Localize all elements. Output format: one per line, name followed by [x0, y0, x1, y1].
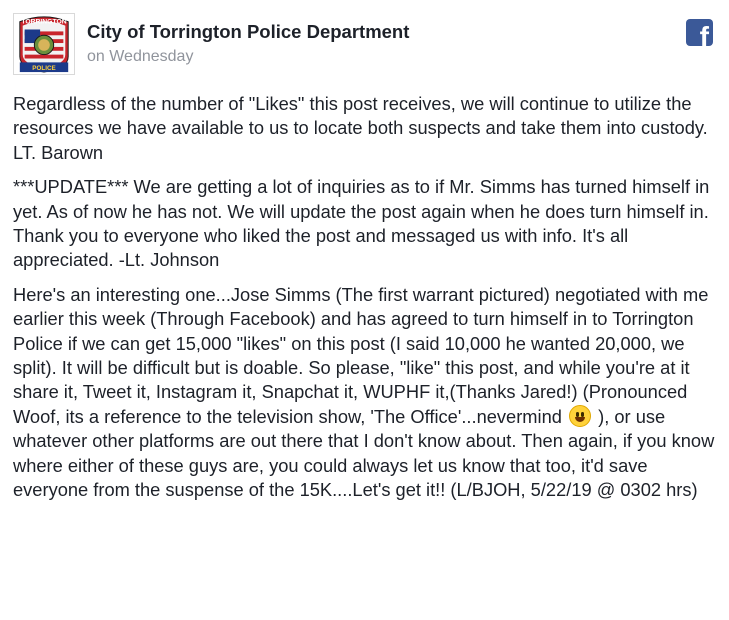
post-header [13, 13, 713, 75]
post-paragraph: ***UPDATE*** We are getting a lot of inquiries as to if Mr. Simms has turned himself in yet. As of now he has not. We will update the post again when he does turn himself in. Thank you to everyone who liked the post and messaged us with info. It's all appreciated. -Lt. Johnson [13, 176, 710, 271]
torrington-police-badge-icon[interactable] [13, 13, 75, 75]
page-name-link[interactable]: City of Torrington Police Department [87, 21, 410, 42]
post-paragraph [13, 283, 721, 503]
post-body [13, 92, 721, 513]
post-paragraph-text: Here's an interesting one...Jose Simms (The first warrant pictured) negotiated with me earlier this week (Through Facebook) and has agreed to turn himself in to Torrington Police if we can get 15,000 "likes" on this post (I said 10,000 he wanted 20,000, we split). It will be difficult but is doable. So please, "like" this post, and while you're at it share it, Tweet it, Instagram it, Snapchat it, WUPHF it,(Thanks Jared!) (Pronounced Woof, its a reference to the television show, 'The Office'...nevermind [13, 283, 709, 427]
facebook-icon[interactable]: f [686, 19, 713, 46]
svg-text:TORRINGTON: TORRINGTON [21, 18, 67, 26]
post-timestamp[interactable]: on Wednesday [87, 48, 194, 65]
svg-text:POLICE: POLICE [32, 65, 56, 73]
post-paragraph: Regardless of the number of "Likes" this post receives, we will continue to utilize the resources we have available to us to locate both suspects and take them into custody. LT. Barown [13, 93, 708, 163]
grinning-face-emoji-icon [569, 405, 591, 427]
post-paragraph-text: ), or use whatever other platforms are out there that I don't know about. Then again, if you know where either of these guys are, you could always let us know that too, it'd save everyone from the suspense of the 15K....Let's get it!! (L/BJOH, 5/22/19 @ 0302 hrs) [13, 405, 715, 501]
